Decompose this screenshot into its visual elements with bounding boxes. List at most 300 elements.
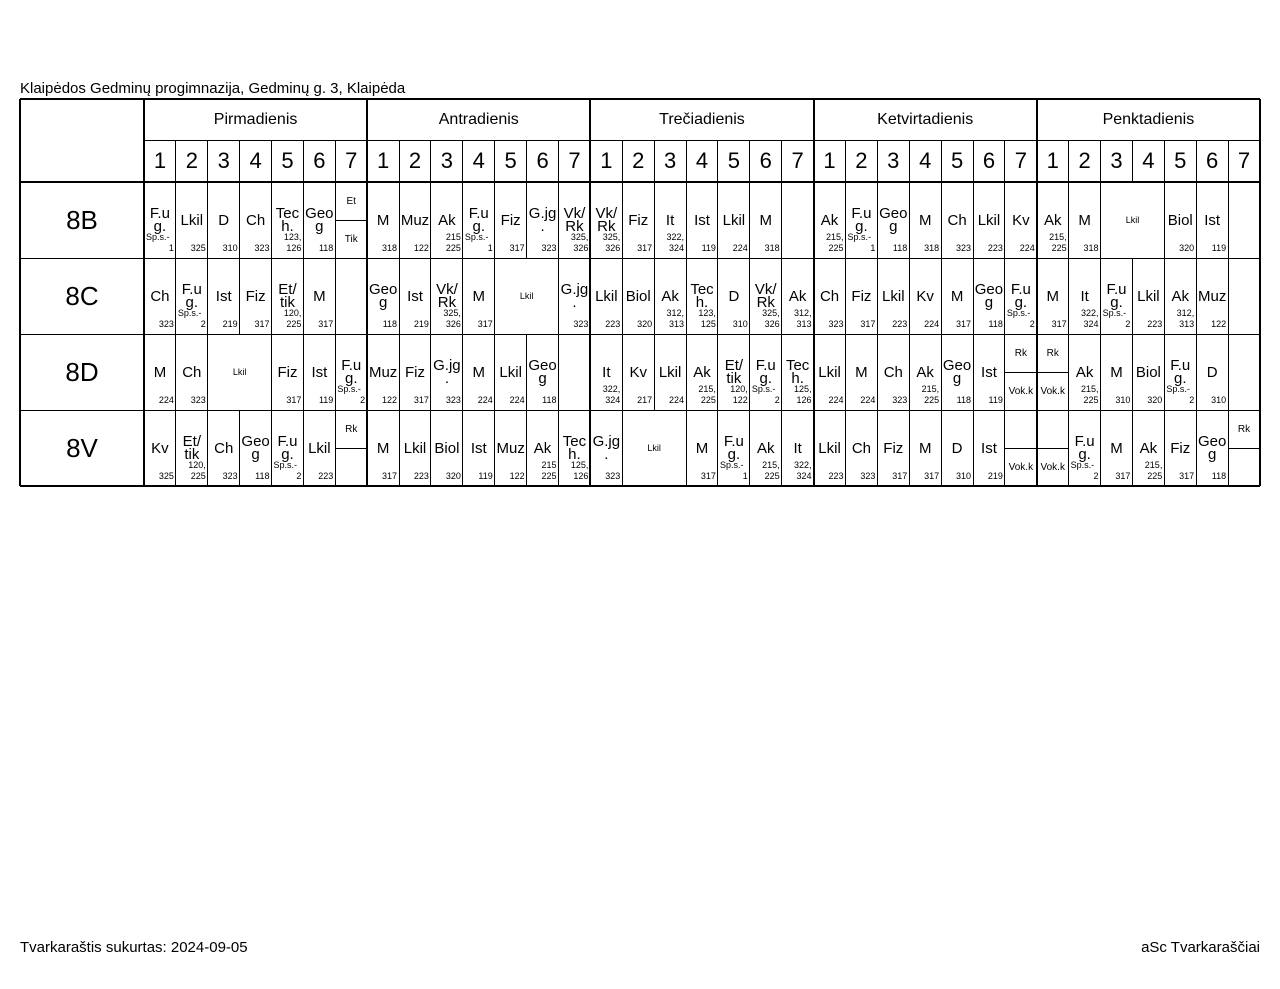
lesson-cell — [527, 410, 559, 486]
lesson-subject: Ch — [947, 211, 967, 229]
lesson-room: 224 — [158, 395, 174, 405]
lesson-subject: F.u g. — [851, 205, 872, 235]
lesson-cell — [1164, 182, 1196, 258]
lesson-subject: F.u g. — [755, 357, 776, 387]
lesson-cell — [1101, 334, 1133, 410]
lesson-room: 125, 126 — [794, 384, 812, 405]
lesson-group-bottom: Vok.k — [1040, 385, 1065, 397]
grid-line — [686, 140, 687, 182]
lesson-cell — [782, 334, 814, 410]
lesson-group: Sp.s.- — [719, 460, 744, 470]
lesson-cell — [941, 182, 973, 258]
lesson-cell — [654, 258, 686, 334]
lesson-group-top: Rk — [1237, 423, 1251, 435]
lesson-room: 123, 126 — [283, 232, 302, 253]
lesson-subject: Kv — [629, 363, 647, 381]
grid-line — [1132, 410, 1133, 486]
lesson-room: 217 — [637, 395, 653, 405]
lesson-room: 323 — [222, 471, 238, 481]
lesson-cell — [1069, 334, 1101, 410]
lesson-room: 317 — [382, 471, 398, 481]
grid-line — [1196, 334, 1197, 410]
lesson-subject: Fiz — [883, 439, 904, 457]
grid-line — [973, 410, 974, 486]
lesson-room: 2 — [774, 395, 780, 405]
lesson-subject: Ak — [820, 211, 839, 229]
grid-line — [845, 410, 846, 486]
lesson-room: 317 — [1051, 319, 1067, 329]
lesson-subject: G.jg . — [592, 433, 621, 463]
lesson-subject: Ist — [407, 287, 423, 305]
lesson-subject: D — [728, 287, 740, 305]
lesson-cell — [367, 410, 399, 486]
lesson-room: 215, 225 — [1144, 460, 1163, 481]
lesson-room: 224 — [669, 395, 685, 405]
period-number: 4 — [472, 148, 485, 173]
grid-line — [1100, 182, 1101, 258]
day-header: Ketvirtadienis — [877, 110, 974, 128]
grid-line — [526, 182, 527, 258]
lesson-room: 223 — [987, 243, 1003, 253]
grid-line — [1132, 258, 1133, 334]
lesson-room: 323 — [860, 471, 876, 481]
lesson-room: 215, 225 — [1049, 232, 1067, 253]
lesson-subject: F.u g. — [723, 433, 744, 463]
lesson-cell — [272, 334, 304, 410]
lesson-subject: Ch — [819, 287, 840, 305]
grid-line — [558, 334, 559, 410]
lesson-room: 224 — [924, 319, 940, 329]
lesson-room: 325, 326 — [762, 308, 780, 329]
lesson-subject: F.u g. — [277, 433, 298, 463]
grid-line — [781, 140, 782, 182]
lesson-cell — [303, 334, 335, 410]
lesson-room: 325 — [190, 243, 206, 253]
lesson-cell — [431, 334, 463, 410]
lesson-cell — [1069, 182, 1101, 258]
lesson-subject: Lkil — [519, 290, 534, 301]
lesson-subject: Tec h. — [690, 281, 714, 311]
lesson-room: 2 — [1029, 319, 1035, 329]
lesson-subject: Ak — [1075, 363, 1094, 381]
grid-line — [399, 140, 400, 182]
lesson-room: 118 — [318, 243, 334, 253]
lesson-subject: Vk/ Rk — [563, 205, 586, 235]
grid-line — [845, 334, 846, 410]
lesson-subject: Lkil — [977, 211, 1001, 229]
grid-line — [175, 140, 176, 182]
lesson-cell — [559, 258, 591, 334]
class-label: 8C — [65, 281, 99, 311]
lesson-cell — [1164, 258, 1196, 334]
grid-line — [526, 410, 527, 486]
lesson-room: 118 — [255, 471, 270, 481]
lesson-cell — [590, 258, 622, 334]
grid-line — [909, 410, 910, 486]
lesson-room: 118 — [542, 395, 557, 405]
lesson-cell — [686, 258, 718, 334]
lesson-subject: Ist — [694, 211, 710, 229]
lesson-cell — [272, 182, 304, 258]
lesson-subject: Tec h. — [785, 357, 810, 387]
lesson-subject: M — [1110, 439, 1123, 457]
lesson-room: 2 — [360, 395, 366, 405]
lesson-group: Sp.s.- — [1102, 308, 1127, 318]
lesson-room: 1 — [168, 243, 174, 253]
lesson-cell — [463, 182, 495, 258]
grid-line — [1068, 182, 1069, 258]
lesson-room: 123, 125 — [698, 308, 716, 329]
period-number: 2 — [408, 148, 422, 173]
grid-line — [20, 258, 1260, 259]
lesson-cell — [272, 410, 304, 486]
lesson-cell — [1101, 258, 1133, 334]
lesson-cell — [590, 334, 622, 410]
lesson-cell — [144, 182, 176, 258]
lesson-cell — [208, 334, 272, 410]
lesson-subject: Geo g — [1197, 433, 1227, 463]
lesson-room: 317 — [509, 243, 525, 253]
lesson-room: 1 — [487, 243, 493, 253]
lesson-subject: Lkil — [818, 363, 841, 381]
lesson-cell — [176, 334, 208, 410]
lesson-cell — [399, 182, 431, 258]
lesson-subject: Ak — [788, 287, 807, 305]
lesson-cell — [399, 258, 431, 334]
lesson-subject: Ak — [661, 287, 679, 305]
grid-line — [144, 140, 1260, 141]
grid-line — [941, 182, 942, 258]
lesson-cell — [590, 410, 622, 486]
grid-line — [1196, 258, 1197, 334]
grid-line — [654, 140, 655, 182]
grid-line — [749, 258, 750, 334]
lesson-room: 219 — [413, 319, 429, 329]
lesson-cell — [1037, 258, 1069, 334]
grid-line — [622, 258, 623, 334]
lesson-subject: Ak — [1171, 287, 1190, 305]
lesson-subject: G.jg . — [560, 281, 589, 311]
lesson-subject: Fiz — [245, 287, 266, 305]
grid-line — [20, 334, 1260, 335]
lesson-subject: Ist — [470, 439, 487, 457]
lesson-room: 318 — [382, 243, 398, 253]
grid-line — [462, 258, 463, 334]
empty-cell — [782, 182, 814, 258]
grid-line — [1100, 410, 1101, 486]
period-number: 4 — [249, 148, 262, 173]
grid-line — [430, 140, 431, 182]
lesson-cell — [527, 334, 559, 410]
grid-line — [207, 410, 208, 486]
grid-line — [1037, 448, 1069, 449]
grid-line — [654, 182, 655, 258]
lesson-room: 119 — [701, 243, 716, 253]
lesson-room: 120, 225 — [283, 308, 302, 329]
grid-line — [1100, 258, 1101, 334]
grid-line — [303, 410, 304, 486]
lesson-cell — [1037, 182, 1069, 258]
lesson-subject: D — [1206, 363, 1218, 381]
lesson-cell — [208, 258, 240, 334]
lesson-cell — [144, 334, 176, 410]
grid-line — [749, 410, 750, 486]
period-number: 4 — [695, 148, 709, 173]
period-number: 5 — [1174, 148, 1187, 173]
lesson-cell — [686, 410, 718, 486]
lesson-group-top: Et — [346, 195, 356, 207]
lesson-cell — [367, 182, 399, 258]
grid-line — [717, 140, 718, 182]
lesson-cell — [335, 334, 367, 410]
grid-line — [973, 140, 974, 182]
grid-line — [303, 334, 304, 410]
grid-line — [686, 182, 687, 258]
grid-line — [20, 98, 1260, 100]
lesson-subject: Ch — [214, 439, 234, 457]
grid-line — [494, 140, 495, 182]
lesson-subject: Fiz — [277, 363, 298, 381]
lesson-subject: Ist — [215, 287, 232, 305]
empty-cell — [1228, 258, 1260, 334]
lesson-subject: Lkil — [403, 439, 427, 457]
lesson-subject: M — [695, 439, 709, 457]
grid-line — [781, 334, 782, 410]
lesson-subject: Ak — [757, 439, 775, 457]
lesson-room: 322, 324 — [794, 460, 812, 481]
lesson-room: 224 — [477, 395, 493, 405]
lesson-subject: Ist — [981, 439, 997, 457]
lesson-cell — [845, 258, 877, 334]
period-number: 5 — [727, 148, 740, 173]
lesson-subject: M — [153, 363, 167, 381]
lesson-subject: Lkil — [308, 439, 331, 457]
lesson-cell — [303, 410, 335, 486]
lesson-room: 223 — [828, 471, 844, 481]
lesson-subject: Geo g — [305, 205, 334, 235]
lesson-room: 325, 326 — [443, 308, 461, 329]
lesson-subject: F.u g. — [149, 205, 170, 235]
grid-line — [20, 485, 1260, 487]
period-number: 2 — [185, 148, 198, 173]
grid-line — [207, 258, 208, 334]
grid-line — [877, 258, 878, 334]
lesson-cell — [144, 410, 176, 486]
lesson-cell — [208, 410, 240, 486]
lesson-group: Sp.s.- — [847, 232, 871, 242]
lesson-subject: Lkil — [595, 287, 618, 305]
period-number: 2 — [1078, 148, 1091, 173]
grid-line — [909, 182, 910, 258]
lesson-room: 312, 313 — [666, 308, 685, 329]
lesson-room: 323 — [955, 243, 972, 253]
lesson-room: 120, 225 — [188, 460, 206, 481]
grid-line — [941, 334, 942, 410]
period-number: 6 — [536, 148, 549, 173]
lesson-cell — [718, 334, 750, 410]
lesson-room: 317 — [892, 471, 908, 481]
lesson-subject: F.u g. — [1170, 357, 1191, 387]
lesson-cell — [495, 258, 559, 334]
lesson-cell — [1164, 334, 1196, 410]
grid-line — [877, 334, 878, 410]
lesson-cell — [877, 258, 909, 334]
lesson-subject: Lkil — [647, 442, 661, 453]
lesson-room: 1 — [742, 471, 748, 481]
empty-cell — [1228, 182, 1260, 258]
period-number: 1 — [377, 148, 390, 173]
lesson-room: 2 — [200, 319, 206, 329]
grid-line — [558, 140, 559, 182]
lesson-subject: F.u g. — [181, 281, 202, 311]
grid-line — [462, 140, 463, 182]
lesson-cell — [1196, 334, 1228, 410]
lesson-cell — [941, 410, 973, 486]
grid-line — [271, 410, 272, 486]
lesson-subject: Muz — [1197, 287, 1227, 305]
lesson-room: 310 — [222, 243, 238, 253]
grid-line — [877, 140, 878, 182]
lesson-room: 323 — [445, 395, 461, 405]
lesson-room: 215 225 — [541, 460, 557, 481]
period-number: 6 — [1206, 148, 1219, 173]
lesson-subject: Et/ tik — [182, 433, 201, 463]
lesson-cell — [814, 334, 846, 410]
lesson-subject: It — [665, 211, 675, 229]
lesson-room: 320 — [637, 319, 653, 329]
lesson-subject: Ak — [1139, 439, 1158, 457]
lesson-room: 323 — [892, 395, 908, 405]
lesson-room: 2 — [1189, 395, 1195, 405]
grid-line — [143, 99, 145, 486]
lesson-cell — [431, 182, 463, 258]
grid-line — [1164, 258, 1165, 334]
lesson-cell — [909, 410, 941, 486]
grid-line — [20, 410, 1260, 411]
lesson-room: 2 — [1125, 319, 1131, 329]
lesson-cell — [973, 410, 1005, 486]
grid-line — [686, 334, 687, 410]
lesson-cell — [176, 182, 208, 258]
grid-line — [20, 181, 1260, 183]
lesson-subject: Geo g — [974, 281, 1004, 311]
period-number: 4 — [919, 148, 932, 173]
grid-line — [941, 140, 942, 182]
lesson-cell — [877, 410, 909, 486]
period-number: 1 — [823, 148, 836, 173]
lesson-cell — [176, 258, 208, 334]
grid-line — [973, 334, 974, 410]
lesson-cell — [973, 258, 1005, 334]
lesson-subject: Ch — [246, 211, 266, 229]
grid-line — [749, 182, 750, 258]
lesson-room: 224 — [509, 395, 525, 405]
lesson-cell — [814, 410, 846, 486]
day-header: Antradienis — [438, 110, 519, 128]
lesson-subject: Fiz — [500, 211, 521, 229]
lesson-room: 2 — [1093, 471, 1099, 481]
lesson-subject: Biol — [434, 439, 460, 457]
lesson-cell — [495, 334, 527, 410]
lesson-room: 118 — [988, 319, 1003, 329]
lesson-subject: Kv — [1012, 211, 1030, 229]
lesson-room: 318 — [924, 243, 940, 253]
grid-line — [271, 258, 272, 334]
lesson-cell — [750, 182, 782, 258]
grid-line — [430, 182, 431, 258]
period-number: 5 — [504, 148, 517, 173]
grid-line — [654, 258, 655, 334]
lesson-cell — [622, 258, 654, 334]
grid-line — [1068, 258, 1069, 334]
lesson-cell — [877, 182, 909, 258]
period-number: 3 — [1110, 148, 1123, 173]
lesson-cell — [1069, 410, 1101, 486]
lesson-subject: Lkil — [180, 211, 204, 229]
lesson-cell — [1005, 258, 1037, 334]
lesson-room: 323 — [190, 395, 206, 405]
lesson-subject: Lkil — [658, 363, 682, 381]
lesson-cell — [1132, 334, 1164, 410]
grid-line — [1004, 182, 1005, 258]
lesson-room: 1 — [870, 243, 876, 253]
grid-line — [686, 410, 687, 486]
grid-line — [845, 140, 846, 182]
lesson-cell — [1132, 258, 1164, 334]
lesson-room: 215, 225 — [698, 384, 716, 405]
lesson-room: 223 — [413, 471, 429, 481]
lesson-room: 325, 326 — [570, 232, 589, 253]
lesson-cell — [686, 334, 718, 410]
lesson-cell — [367, 258, 399, 334]
lesson-cell — [845, 410, 877, 486]
lesson-subject: Muz — [400, 211, 430, 229]
lesson-cell — [973, 182, 1005, 258]
grid-line — [19, 99, 21, 486]
lesson-cell — [431, 410, 463, 486]
period-number: 6 — [982, 148, 996, 173]
grid-line — [430, 334, 431, 410]
lesson-subject: Fiz — [628, 211, 649, 229]
lesson-cell — [303, 182, 335, 258]
lesson-cell — [240, 258, 272, 334]
lesson-room: 310 — [732, 319, 748, 329]
lesson-group-top: Rk — [1014, 347, 1027, 359]
grid-line — [749, 334, 750, 410]
lesson-room: 317 — [860, 319, 876, 329]
lesson-room: 122 — [382, 395, 398, 405]
lesson-cell — [1196, 182, 1228, 258]
lesson-group-bottom: Vok.k — [1040, 461, 1065, 473]
lesson-cell — [877, 334, 909, 410]
lesson-room: 317 — [477, 319, 493, 329]
grid-line — [1005, 372, 1037, 373]
lesson-room: 122 — [1211, 319, 1227, 329]
grid-line — [781, 258, 782, 334]
lesson-cell — [208, 182, 240, 258]
lesson-room: 317 — [1179, 471, 1195, 481]
grid-line — [589, 99, 591, 486]
grid-line — [399, 258, 400, 334]
lesson-room: 215, 225 — [762, 460, 780, 481]
lesson-room: 223 — [318, 471, 334, 481]
lesson-subject: M — [1110, 363, 1123, 381]
grid-line — [622, 334, 623, 410]
lesson-cell — [750, 334, 782, 410]
lesson-subject: M — [918, 211, 932, 229]
grid-line — [1228, 334, 1229, 410]
grid-line — [558, 410, 559, 486]
